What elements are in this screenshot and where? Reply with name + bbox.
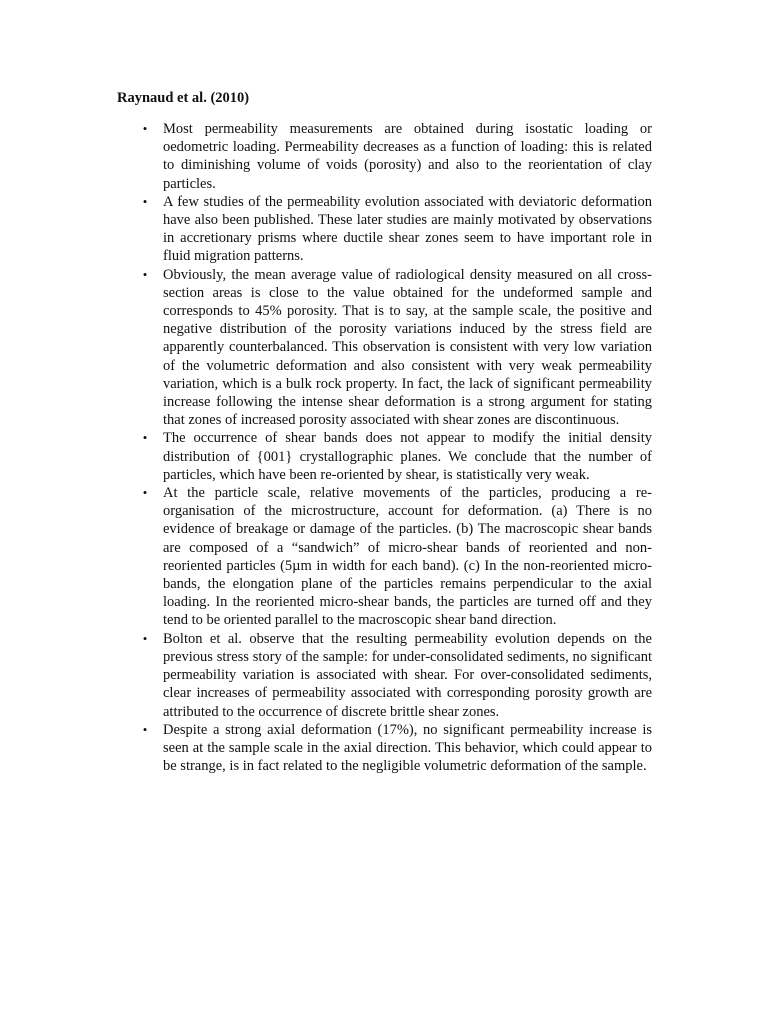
bullet-icon: • (142, 430, 148, 446)
bullet-icon: • (142, 721, 148, 737)
bullet-text: At the particle scale, relative movements of the particles, producing a re-organisation of the microstructure, account for deformation. (a) There is no evidence of breakage or damage of the particles. (b) The macroscopic shear bands are composed of a “sandwich” of micro-shear bands of reoriented and non-reoriented particles (5µm in width for each band). (c) In the non-reoriented micro-bands, the elongation plane of the particles remains perpendicular to the axial loading. In the reoriented micro-shear bands, the particles are turned off and they tend to be oriented parallel to the macroscopic shear band direction. (163, 485, 652, 629)
bullet-item-1 (139, 120, 652, 193)
bullet-icon: • (142, 630, 148, 646)
bullet-item-3 (139, 266, 652, 430)
bullet-icon: • (142, 121, 148, 136)
bullet-text: A few studies of the permeability evolution associated with deviatoric deformation have also been published. These later studies are mainly motivated by observations in accretionary prisms where ductile shear zones seem to have important role in fluid migration patterns. (163, 193, 652, 265)
bullet-icon: • (142, 193, 148, 209)
bullet-text: Most permeability measurements are obtained during isostatic loading or oedometric loading. Permeability decreases as a function of loading: this is related to diminishing volume of voids (porosity) and also to the reorientation of clay particles. (163, 121, 652, 192)
bullet-icon: • (142, 485, 148, 501)
bullet-text: Despite a strong axial deformation (17%), no significant permeability increase is seen at the sample scale in the axial direction. This behavior, which could appear to be strange, is in fact related to the negligible volumetric deformation of the sample. (163, 721, 652, 775)
bullet-item-2 (139, 193, 652, 266)
bullet-list (139, 120, 652, 775)
bullet-icon: • (142, 266, 148, 282)
bullet-item-5 (139, 484, 652, 630)
bullet-item-4 (139, 429, 652, 484)
bullet-item-6 (139, 630, 652, 721)
document-heading: Raynaud et al. (2010) (117, 90, 250, 106)
bullet-text: Obviously, the mean average value of radiological density measured on all cross-section areas is close to the value obtained for the undeformed sample and corresponds to 45% porosity. That is to say, at the sample scale, the positive and negative distribution of the porosity variations induced by the stress field are apparently counterbalanced. This observation is consistent with very low variation of the volumetric deformation and also consistent with very weak permeability variation, which is a bulk rock property. In fact, the lack of significant permeability increase following the intense shear deformation is a strong argument for stating that zones of increased porosity associated with shear zones are discontinuous. (163, 266, 652, 429)
bullet-text: The occurrence of shear bands does not appear to modify the initial density distribution of {001} crystallographic planes. We conclude that the number of particles, which have been re-oriented by shear, is statistically very weak. (163, 430, 652, 483)
bullet-text: Bolton et al. observe that the resulting permeability evolution depends on the previous stress story of the sample: for under-consolidated sediments, no significant permeability variation is associated with shear. For over-consolidated sediments, clear increases of permeability associated with corresponding porosity growth are attributed to the occurrence of discrete brittle shear zones. (163, 630, 652, 720)
bullet-item-7 (139, 721, 652, 776)
